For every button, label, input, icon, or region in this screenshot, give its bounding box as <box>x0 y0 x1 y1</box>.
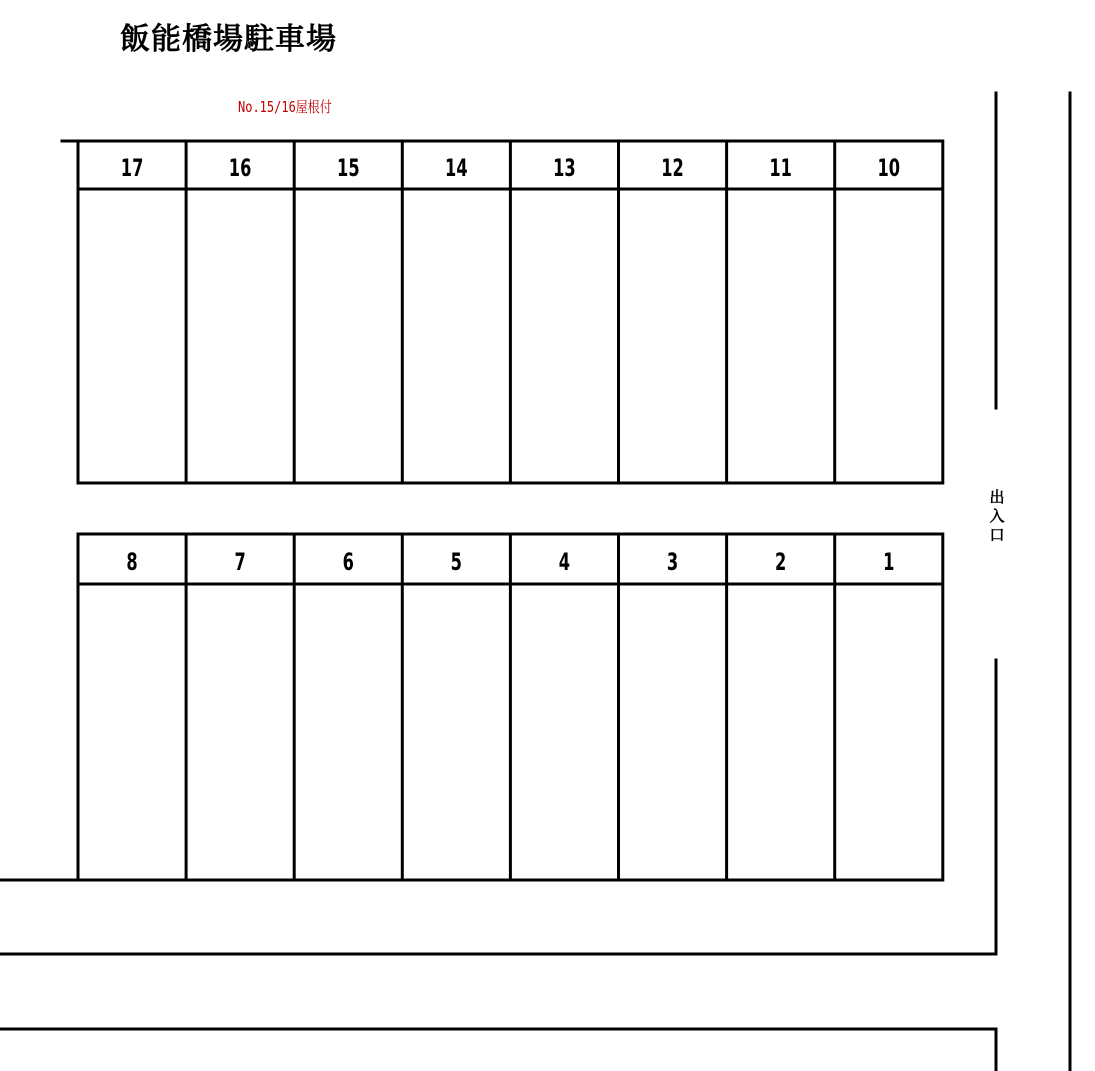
stall-number: 1 <box>883 548 895 577</box>
roofed-note: No.15/16屋根付 <box>238 98 332 116</box>
stall-number: 4 <box>558 548 571 577</box>
stall-number: 16 <box>228 154 252 183</box>
stall-number: 3 <box>666 548 679 577</box>
entrance-char: 入 <box>989 507 1005 525</box>
stall-number: 13 <box>553 154 576 183</box>
stall-number: 11 <box>769 154 792 183</box>
stall-number: 8 <box>126 548 138 577</box>
stall-number: 14 <box>445 154 468 183</box>
page-title: 飯能橋場駐車場 <box>120 22 337 57</box>
stall-number: 5 <box>450 548 462 577</box>
stall-number: 10 <box>877 154 900 183</box>
stall-number: 7 <box>234 548 246 577</box>
entrance-char: 出 <box>989 488 1005 506</box>
stall-number: 2 <box>775 548 787 577</box>
stall-number: 15 <box>337 154 360 183</box>
stall-number: 17 <box>120 154 144 183</box>
stall-number: 6 <box>342 548 354 577</box>
entrance-char: 口 <box>989 526 1005 544</box>
stall-number: 12 <box>661 154 684 183</box>
